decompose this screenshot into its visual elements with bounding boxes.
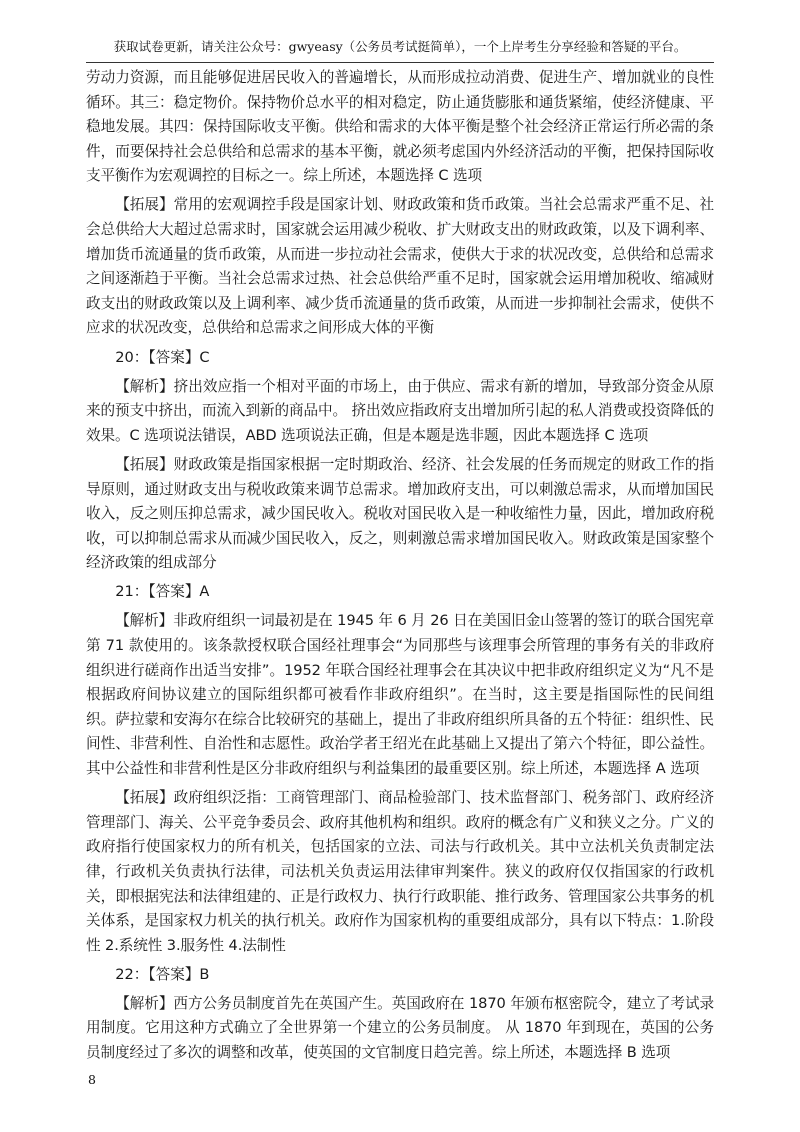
- paragraph-extension-21: 【拓展】政府组织泛指：工商管理部门、商品检验部门、技术监督部门、税务部门、政府经济管理部门、海关、公平竞争委员会、政府其他机构和组织。政府的概念有广义和狭义之分。广义的政府指行使国家权力的所有机关，包括国家的立法、司法与行政机关。其中立法机关负责制定法律，行政机关负责执行法律，司法机关负责运用法律审判案件。狭义的政府仅仅指国家的行政机关，即根据宪法和法律组建的、正是行政权力、执行行政职能、推行政务、管理国家公共事务的机关体系，是国家权力机关的执行机关。政府作为国家机构的重要组成部分，具有以下特点：1.阶段性 2.系统性 3.服务性 4.法制性: [86, 789, 714, 954]
- page-header: 获取试卷更新，请关注公众号：gwyeasy（公务员考试挺简单），一个上岸考生分享经验和答疑的平台。: [113, 39, 687, 54]
- document-body: [86, 66, 714, 1070]
- paragraph-continued: 劳动力资源，而且能够促进居民收入的普遍增长，从而形成拉动消费、促进生产、增加就业的良性循环。其三：稳定物价。保持物价总水平的相对稳定，防止通货膨胀和通货紧缩，使经济健康、平稳地发展。其四：保持国际收支平衡。供给和需求的大体平衡是整个社会经济正常运行所必需的条件，而要保持社会总供给和总需求的基本平衡，就必须考虑国内外经济活动的平衡，把保持国际收支平衡作为宏观调控的目标之一。综上所述，本题选择 C 选项: [86, 69, 714, 185]
- paragraph-extension-19: 【拓展】常用的宏观调控手段是国家计划、财政政策和货币政策。当社会总需求严重不足、社会总供给大大超过总需求时，国家就会运用减少税收、扩大财政支出的财政政策，以及下调利率、增加货币流通量的货币政策，从而进一步拉动社会需求，使供大于求的状况改变，总供给和总需求之间逐渐趋于平衡。当社会总需求过热、社会总供给严重不足时，国家就会运用增加税收、缩减财政支出的财政政策以及上调利率、减少货币流通量的货币政策，从而进一步抑制社会需求，使供不应求的状况改变，总供给和总需求之间形成大体的平衡: [86, 196, 714, 337]
- paragraph-extension-20: 【拓展】财政政策是指国家根据一定时期政治、经济、社会发展的任务而规定的财政工作的指导原则，通过财政支出与税收政策来调节总需求。增加政府支出，可以刺激总需求，从而增加国民收入，反之则压抑总需求，减少国民收入。税收对国民收入是一种收缩性力量，因此，增加政府税收，可以抑制总需求从而减少国民收入，反之，则刺激总需求增加国民收入。财政政策是国家整个经济政策的组成部分: [86, 455, 714, 572]
- paragraph-analysis-22: 【解析】西方公务员制度首先在英国产生。英国政府在 1870 年颁布枢密院令，建立了考试录用制度。它用这种方式确立了全世界第一个建立的公务员制度。 从 1870 年到现在，英国的公务员制度经过了多次的调整和改革，使英国的文官制度日趋完善。综上所述，本题选择 B 选项: [86, 994, 714, 1062]
- header-rule: [86, 62, 714, 63]
- page-number: 8: [88, 1072, 96, 1087]
- answer-heading-20: 20：【答案】C: [115, 348, 210, 366]
- paragraph-analysis-20: 【解析】挤出效应指一个相对平面的市场上，由于供应、需求有新的增加，导致部分资金从原来的预支中挤出，而流入到新的商品中。 挤出效应指政府支出增加所引起的私人消费或投资降低的效果。C 选项说法错误，ABD 选项说法正确，但是本题是选非题，因此本题选择 C 选项: [86, 377, 714, 444]
- paragraph-analysis-21: 【解析】非政府组织一词最初是在 1945 年 6 月 26 日在美国旧金山签署的签订的联合国宪章第 71 款使用的。该条款授权联合国经社理事会“为同那些与该理事会所管理的事务有关的非政府组织进行磋商作出适当安排”。1952 年联合国经社理事会在其决议中把非政府组织定义为“凡不是根据政府间协议建立的国际组织都可被看作非政府组织”。在当时，这主要是指国际性的民间组织。萨拉蒙和安海尔在综合比较研究的基础上，提出了非政府组织所具备的五个特征：组织性、民间性、非营利性、自治性和志愿性。政治学者王绍光在此基础上又提出了第六个特征，即公益性。其中公益性和非营利性是区分非政府组织与利益集团的最重要区别。综上所述，本题选择 A 选项: [86, 612, 715, 778]
- answer-heading-21: 21：【答案】A: [115, 583, 210, 601]
- answer-heading-22: 22：【答案】B: [115, 965, 210, 983]
